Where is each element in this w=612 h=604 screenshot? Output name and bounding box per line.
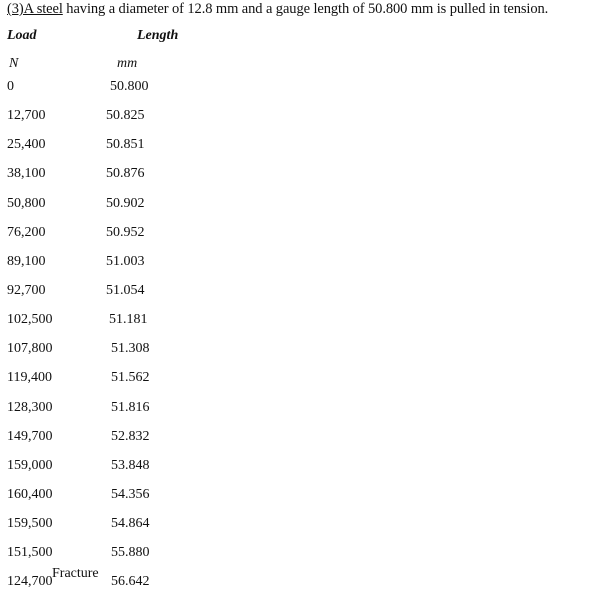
- table-row: [0, 79, 612, 108]
- load-value: 124,700: [7, 574, 53, 590]
- length-value: 56.642: [111, 574, 150, 590]
- table-row: [0, 400, 612, 429]
- table-row: [0, 516, 612, 545]
- length-value: 51.003: [106, 253, 145, 269]
- table-row: [0, 370, 612, 399]
- table-row: [0, 283, 612, 312]
- length-value: 50.851: [106, 137, 145, 153]
- table-row: [0, 487, 612, 516]
- load-value: 159,500: [7, 516, 53, 532]
- length-value: 50.800: [110, 79, 149, 94]
- data-table-body: [0, 79, 612, 604]
- length-value: 54.356: [111, 486, 150, 502]
- length-value: 51.054: [106, 282, 145, 298]
- load-value: 89,100: [7, 253, 46, 269]
- length-value: 55.880: [111, 545, 150, 561]
- load-value: 38,100: [7, 166, 46, 182]
- load-value: 151,500: [7, 545, 53, 561]
- table-row: [0, 225, 612, 254]
- length-value: 50.902: [106, 195, 145, 211]
- table-row: [0, 137, 612, 166]
- table-row: [0, 429, 612, 458]
- load-value: 0: [7, 79, 14, 94]
- load-column-header: Load: [7, 28, 37, 43]
- length-value: 53.848: [111, 457, 150, 473]
- load-value: 107,800: [7, 341, 53, 357]
- table-row: [0, 254, 612, 283]
- length-column-header: Length: [137, 28, 179, 43]
- load-value: 50,800: [7, 195, 46, 211]
- load-value: 76,200: [7, 224, 46, 240]
- length-value: 51.308: [111, 341, 150, 357]
- load-value: 12,700: [7, 108, 46, 124]
- length-value: 50.825: [106, 108, 145, 124]
- length-value: 50.952: [106, 224, 145, 240]
- table-row: [0, 458, 612, 487]
- length-value: 52.832: [111, 428, 150, 444]
- table-row: [0, 196, 612, 225]
- load-value: 102,500: [7, 312, 53, 328]
- length-value: 50.876: [106, 166, 145, 182]
- load-value: 159,000: [7, 457, 53, 473]
- length-value: 51.562: [111, 370, 150, 386]
- length-value: 51.181: [109, 312, 148, 328]
- problem-statement: [7, 1, 548, 18]
- load-value: 119,400: [7, 370, 52, 386]
- load-value: 92,700: [7, 282, 46, 298]
- table-row: [0, 166, 612, 195]
- problem-label: (3)A steel: [7, 1, 63, 17]
- load-unit: N: [9, 56, 19, 71]
- length-unit: mm: [117, 56, 138, 71]
- load-value: 160,400: [7, 486, 53, 502]
- problem-text: having a diameter of 12.8 mm and a gauge length of 50.800 mm is pulled in tension.: [62, 1, 549, 17]
- load-value: 128,300: [7, 399, 53, 415]
- table-row: [0, 312, 612, 341]
- table-row: [0, 341, 612, 370]
- load-value: 25,400: [7, 137, 46, 153]
- length-value: 51.816: [111, 399, 150, 415]
- length-value: 54.864: [111, 516, 150, 532]
- fracture-note: Fracture: [52, 566, 99, 581]
- load-value: 149,700: [7, 428, 53, 444]
- table-row: [0, 108, 612, 137]
